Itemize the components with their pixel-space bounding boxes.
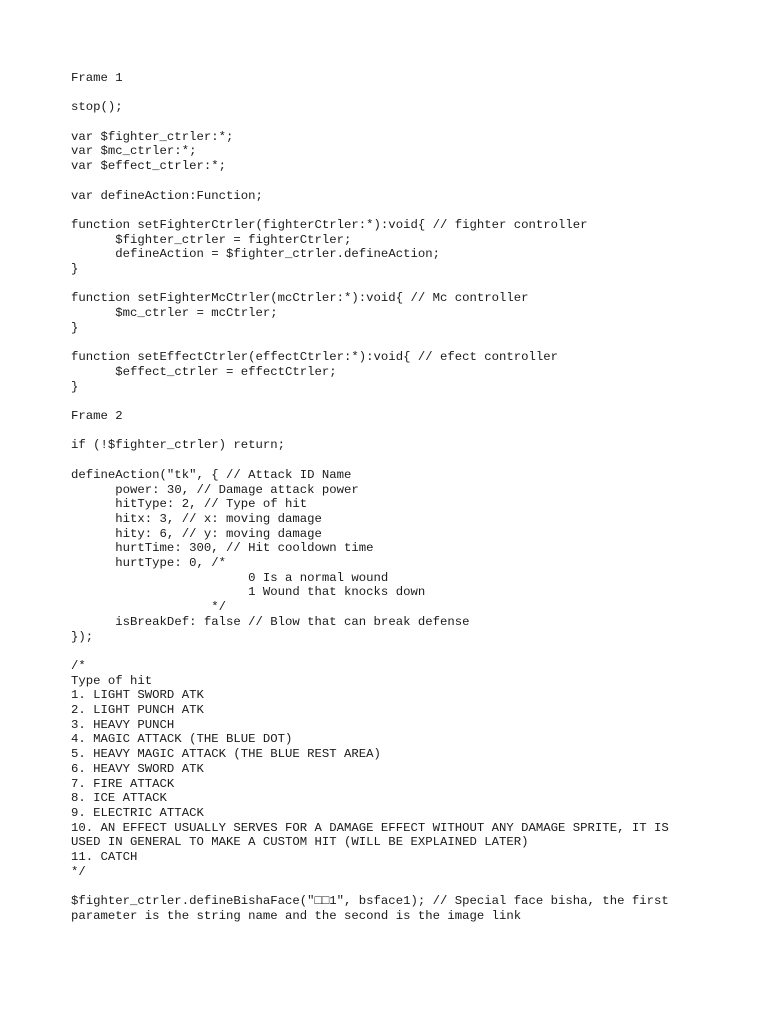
set-fighter-ctrler-function: function setFighterCtrler(fighterCtrler:*):void{ // fighter controller $fighter_ctrler = fighterCtrler; defineAction = $fighter_ctrler.defineAction; } xyxy=(71,217,588,277)
define-action-declaration: var defineAction:Function; xyxy=(71,188,263,203)
hit-type-comment: /* Type of hit 1. LIGHT SWORD ATK 2. LIGHT PUNCH ATK 3. HEAVY PUNCH 4. MAGIC ATTACK (THE BLUE DOT) 5. HEAVY MAGIC ATTACK (THE BLUE REST AREA) 6. HEAVY SWORD ATK 7. FIRE ATTACK 8. ICE ATTACK 9. ELECTRIC ATTACK 10. AN EFFECT USUALLY SERVES FOR A DAMAGE EFFECT WITHOUT ANY DAMAGE SPRITE, IT IS USED IN GENERAL TO MAKE A CUSTOM HIT (WILL BE EXPLAINED LATER) 11. CATCH */ xyxy=(71,658,669,879)
set-effect-ctrler-function: function setEffectCtrler(effectCtrler:*):void{ // efect controller $effect_ctrler = effectCtrler; } xyxy=(71,350,559,394)
frame-1-heading: Frame 1 xyxy=(71,71,123,85)
define-bisha-face-call: $fighter_ctrler.defineBishaFace("□□1", bsface1); // Special face bisha, the first parameter is the string name and the second is the image link xyxy=(71,894,677,923)
set-fighter-mc-ctrler-function: function setFighterMcCtrler(mcCtrler:*):void{ // Mc controller $mc_ctrler = mcCtrler; } xyxy=(71,291,529,335)
define-action-call: defineAction("tk", { // Attack ID Name power: 30, // Damage attack power hitType: 2, // Type of hit hitx: 3, // x: moving damage hity: 6, // y: moving damage hurtTime: 300, // Hit cooldown time hurtType: 0, /* 0 Is a normal wound 1 Wound that knocks down */ isBreakDef: false // Blow that can break defense }); xyxy=(71,467,470,644)
document-page xyxy=(71,71,691,938)
stop-statement: stop(); xyxy=(71,100,123,115)
frame-2-heading: Frame 2 xyxy=(71,409,123,424)
controller-variable-declarations: var $fighter_ctrler:*; var $mc_ctrler:*; var $effect_ctrler:*; xyxy=(71,129,234,174)
fighter-ctrler-guard: if (!$fighter_ctrler) return; xyxy=(71,438,286,453)
